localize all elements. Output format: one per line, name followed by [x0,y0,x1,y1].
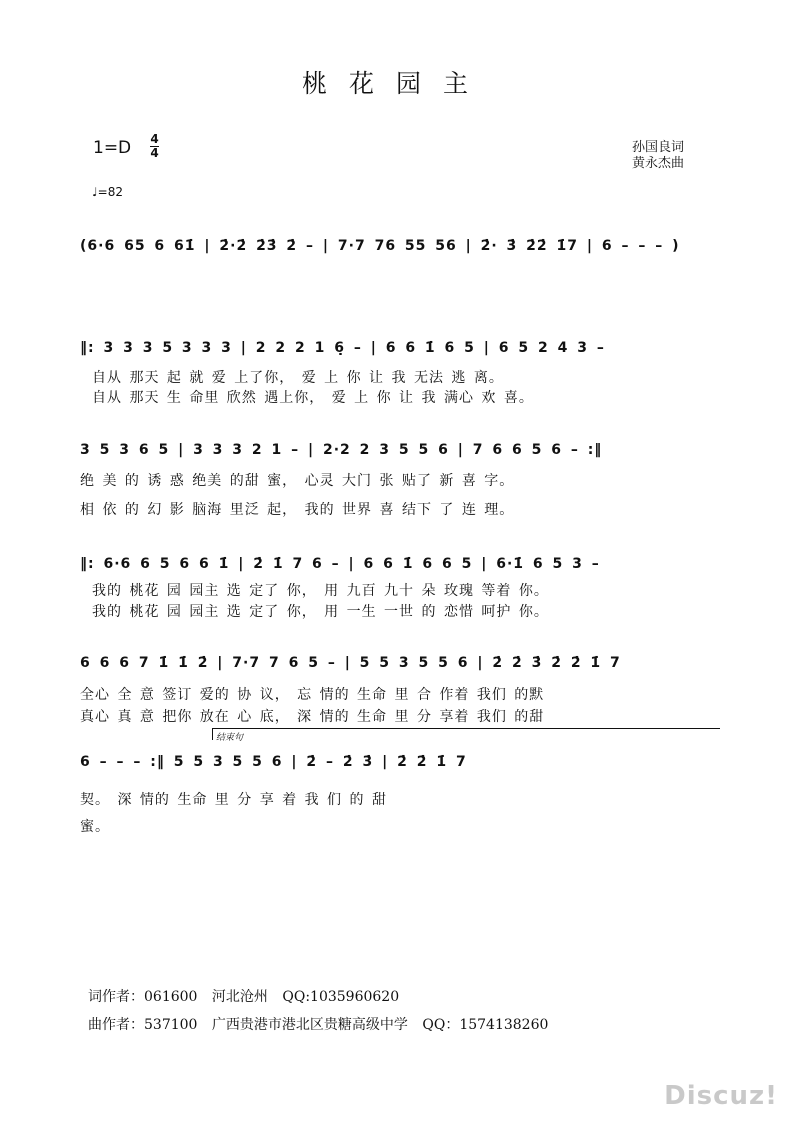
lyricist-info-label: 词作者： [88,989,144,1005]
lyricist-info [88,986,399,1006]
lyric-line-4a: 我的 桃花 园 园主 选 定了 你， 用 九百 九十 朵 玫瑰 等着 你。 [92,583,549,599]
lyric-line-6b: 蜜。 [80,819,110,835]
lyric-line-5b: 真心 真 意 把你 放在 心 底， 深 情的 生命 里 分 享着 我们 的甜 [80,709,545,725]
score-system-6: 6 – – – :‖ 5 5 3 5 5 6 | 2̇ – 2̇ 3̇ | 2̇ 2̇ 1̇ 7 [80,754,467,770]
ending-label: 结束句 [216,733,244,743]
composer-qq: QQ：1574138260 [422,1017,549,1033]
lyric-line-5a: 全心 全 意 签订 爱的 协 议， 忘 情的 生命 里 合 作着 我们 的默 [80,687,545,703]
lyricist: 孙国良词 [632,140,685,155]
score-system-3: 3 5 3 6 5 | 3 3 3 2 1 – | 2·2 2 3 5 5 6 | 7 6 6 5 6 – :‖ [80,442,603,458]
score-system-2: ‖: 3 3 3 5 3 3 3 | 2 2 2 1 6̣ – | 6 6 1̇ 6 5 | 6 5 2 4 3 – [80,340,605,356]
lyric-line-3b: 相 依 的 幻 影 脑海 里泛 起， 我的 世界 喜 结下 了 连 理。 [80,502,515,518]
score-system-5: 6 6 6 7 1̇ 1̇ 2̇ | 7·7 7 6 5 – | 5 5 3 5 5 6 | 2̇ 2̇ 3̇ 2̇ 2̇ 1̇ 7 [80,655,621,671]
lyric-line-2a: 自从 那天 起 就 爱 上了你， 爱 上 你 让 我 无法 逃 离。 [92,370,504,386]
meter-top: 4 [150,132,159,146]
credits [632,140,684,172]
score-system-1: (6·6 65 6 61̇ | 2̇·2̇ 2̇3̇ 2̇ – | 7·7 76 55 56 | 2̇· 3̇ 2̇2̇ 1̇7 | 6 – – – ) [80,238,680,254]
key-signature: 1=D [93,138,132,158]
song-title: 桃花园主 [301,69,490,98]
ending-bracket-left [212,728,213,740]
composer-place: 广西贵港市港北区贵糖高级中学 [211,1017,408,1033]
lyricist-postcode: 061600 [144,989,198,1005]
lyricist-qq: QQ:1035960620 [282,989,400,1005]
lyric-line-2b: 自从 那天 生 命里 欣然 遇上你， 爱 上 你 让 我 满心 欢 喜。 [92,390,534,406]
composer-postcode: 537100 [144,1017,198,1033]
composer: 黄永杰曲 [632,156,685,171]
lyricist-place: 河北沧州 [211,989,268,1005]
ending-bracket [212,728,720,729]
composer-info-label: 曲作者： [88,1017,144,1033]
score-system-4: ‖: 6·6 6 5 6 6 1̇ | 2̇ 1̇ 7 6 – | 6 6 1̇ 6 6 5 | 6·1̇ 6 5 3 – [80,556,600,572]
time-signature [150,133,159,160]
lyric-line-6a: 契。 深 情的 生命 里 分 享 着 我 们 的 甜 [80,792,387,808]
lyric-line-3a: 绝 美 的 诱 惑 绝美 的甜 蜜， 心灵 大门 张 贴了 新 喜 字。 [80,473,515,489]
composer-info [88,1014,548,1034]
meter-bottom: 4 [150,146,159,160]
watermark-logo: Discuz! [664,1081,778,1111]
lyric-line-4b: 我的 桃花 园 园主 选 定了 你， 用 一生 一世 的 恋惜 呵护 你。 [92,604,549,620]
tempo-marking: ♩=82 [92,185,123,199]
